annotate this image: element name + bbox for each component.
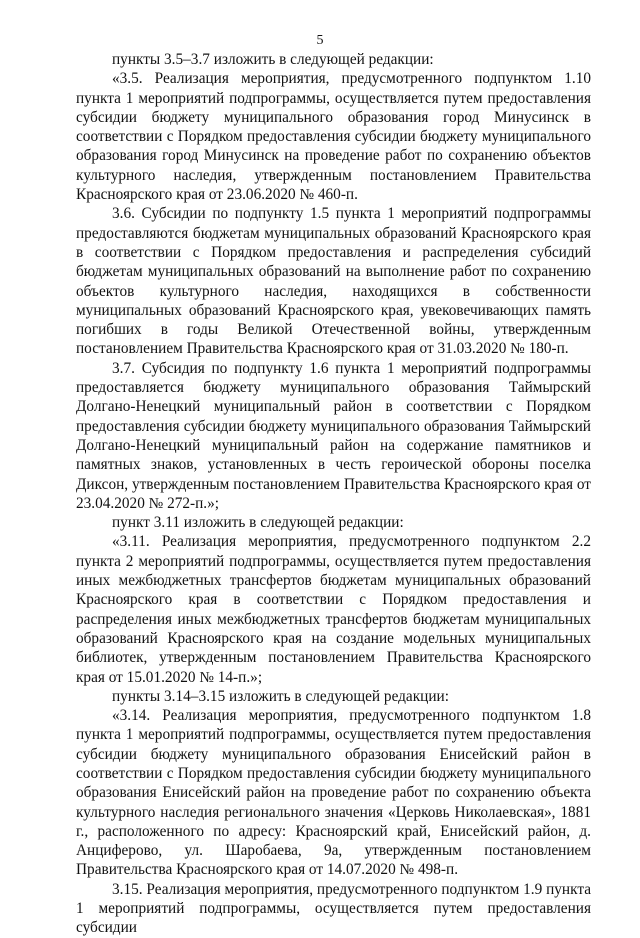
- paragraph: 3.6. Субсидии по подпункту 1.5 пункта 1 мероприятий подпрограммы предоставляются бюджетам муниципальных образований Красноярского края в соответствии с Порядком предоставления и распределения субсидий бюджетам муниципальных образований на выполнение работ по сохранению объектов культурного наследия, находящихся в собственности муниципальных образований Красноярского края, увековечивающих память погибших в годы Великой Отечественной войны, утвержденным постановлением Правительства Красноярского края от 31.03.2020 № 180-п.: [76, 205, 591, 358]
- page-number: 5: [316, 33, 324, 48]
- paragraph: 3.15. Реализация мероприятия, предусмотренного подпунктом 1.9 пункта 1 мероприятий подпрограммы, осуществляется путем предоставления субсидии: [76, 880, 591, 937]
- paragraph: пункт 3.11 изложить в следующей редакции:: [112, 514, 404, 532]
- paragraph: пункты 3.5–3.7 изложить в следующей редакции:: [112, 51, 434, 68]
- paragraph: «3.5. Реализация мероприятия, предусмотренного подпунктом 1.10 пункта 1 мероприятий подпрограммы, осуществляется путем предоставления субсидии бюджету муниципального образования город Минусинск в соответствии с Порядком предоставления субсидии бюджету муниципального образования город Минусинск на проведение работ по сохранению объектов культурного наследия, утвержденным постановлением Правительства Красноярского края от 23.06.2020 № 460-п.: [76, 70, 591, 204]
- paragraph: «3.14. Реализация мероприятия, предусмотренного подпунктом 1.8 пункта 1 мероприятий подпрограммы, осуществляется путем предоставления субсидии бюджету муниципального образования Енисейский район в соответствии с Порядком предоставления субсидии бюджету муниципального образования Енисейский район на проведение работ по сохранению объекта культурного наследия регионального значения «Церковь Николаевская», 1881 г., расположенного по адресу: Красноярский край, Енисейский район, д. Анциферово, ул. Шаробаева, 9а, утвержденным постановлением Правительства Красноярского края от 14.07.2020 № 498-п.: [76, 707, 591, 879]
- paragraph: 3.7. Субсидия по подпункту 1.6 пункта 1 мероприятий подпрограммы предоставляется бюджету муниципального образования Таймырский Долгано-Ненецкий муниципальный район в соответствии с Порядком предоставления субсидии бюджету муниципального образования Таймырский Долгано-Ненецкий муниципальный район на содержание памятников и памятных знаков, установленных в честь героической обороны поселка Диксон, утвержденным постановлением Правительства Красноярского края от 23.04.2020 № 272-п.»;: [76, 359, 591, 512]
- paragraph: пункты 3.14–3.15 изложить в следующей редакции:: [112, 687, 449, 705]
- document-body: [76, 50, 591, 938]
- paragraph: «3.11. Реализация мероприятия, предусмотренного подпунктом 2.2 пункта 2 мероприятий подпрограммы, осуществляется путем предоставления иных межбюджетных трансфертов бюджетам муниципальных образований Красноярского края в соответствии с Порядком предоставления и распределения иных межбюджетных трансфертов бюджетам муниципальных образований Красноярского края на создание модельных муниципальных библиотек, утвержденным постановлением Правительства Красноярского края от 15.01.2020 № 14-п.»;: [76, 533, 591, 686]
